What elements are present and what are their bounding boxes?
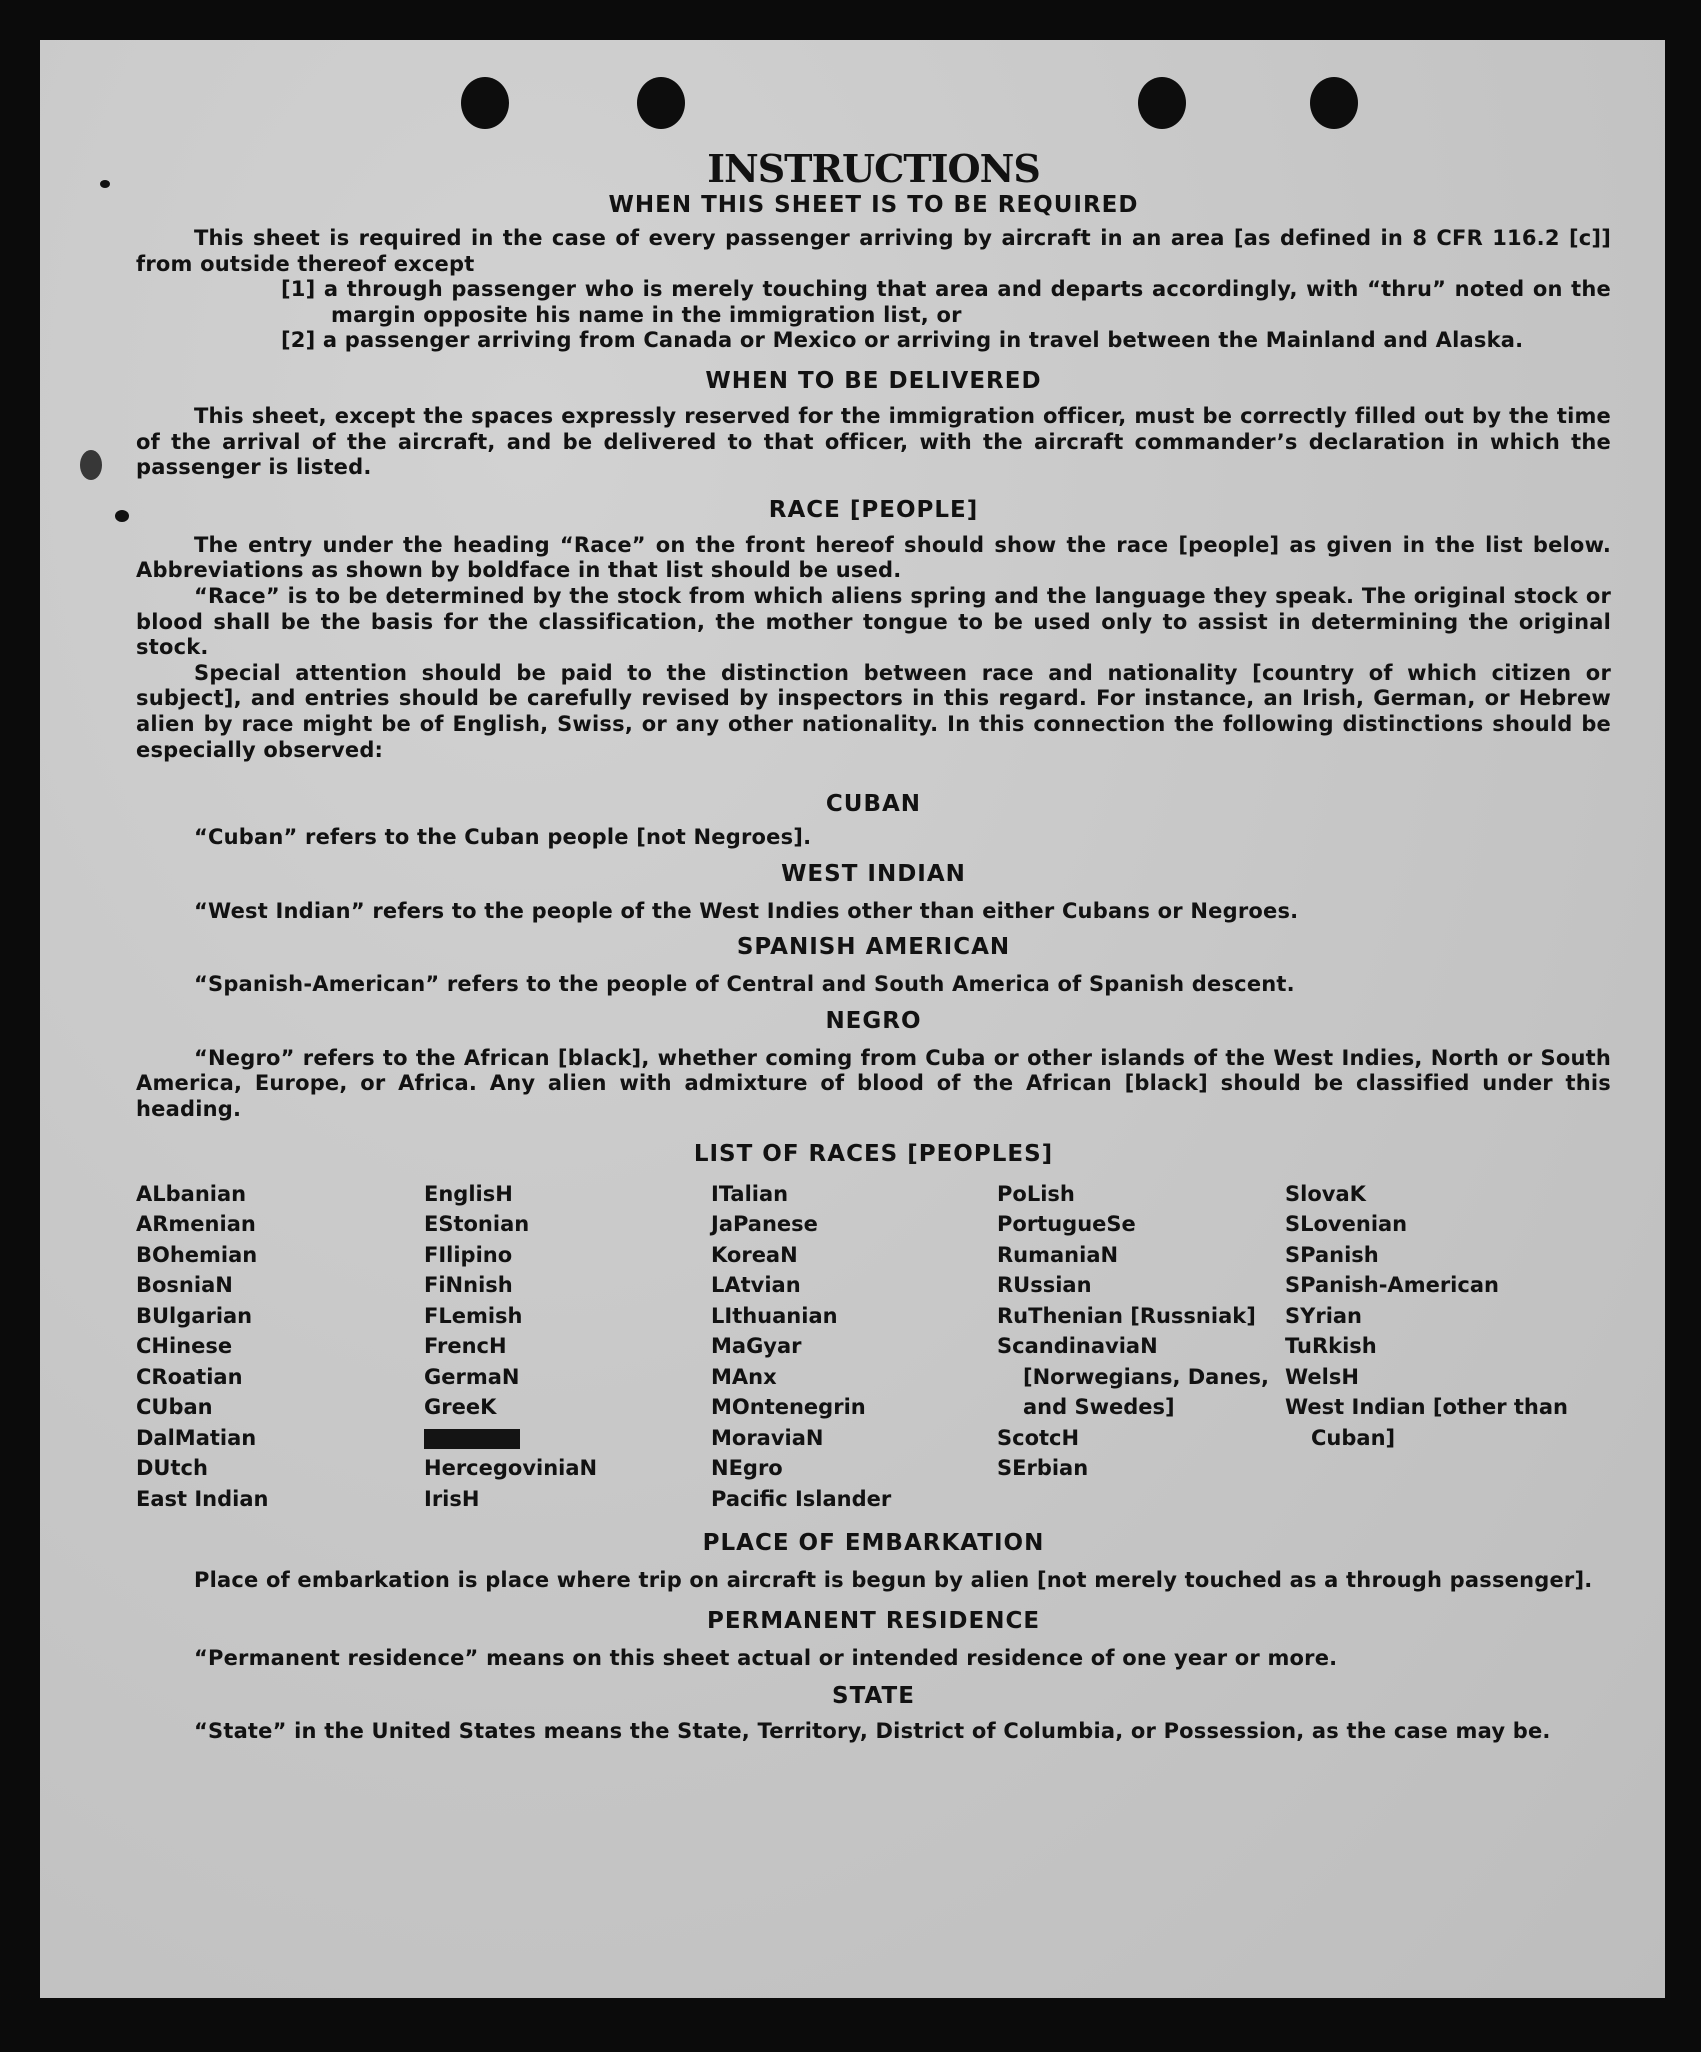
race-item: ScandinaviaN [Norwegians, Danes, and Swedes] bbox=[997, 1334, 1270, 1420]
race-item: WelsH bbox=[1285, 1364, 1359, 1389]
race-item: BosniaN bbox=[136, 1273, 233, 1298]
race-item: FLemish bbox=[424, 1303, 523, 1328]
west-indian-text: “West Indian” refers to the people of the West Indies other than either Cubans or Negroes. bbox=[194, 898, 1299, 923]
document-sheet bbox=[40, 40, 1665, 1998]
race-item: SPanish-American bbox=[1285, 1273, 1499, 1298]
race-item: ALbanian bbox=[136, 1181, 247, 1206]
race-item: SLovenian bbox=[1285, 1212, 1408, 1237]
race-item: MaGyar bbox=[711, 1334, 802, 1359]
race-item: CUban bbox=[136, 1395, 213, 1420]
race-item: Pacific Islander bbox=[711, 1486, 892, 1511]
race-item: East Indian bbox=[136, 1486, 269, 1511]
ink-speck bbox=[100, 180, 110, 188]
required-item-2: [2] a passenger arriving from Canada or Mexico or arriving in travel between the Mainland and Alaska. bbox=[281, 328, 1524, 353]
race-item: MAnx bbox=[711, 1364, 777, 1389]
races-column-3 bbox=[711, 1179, 997, 1515]
heading-delivered: WHEN TO BE DELIVERED bbox=[705, 367, 1042, 394]
race-item: SErbian bbox=[997, 1456, 1089, 1481]
race-item: FiNnish bbox=[424, 1273, 513, 1298]
page-title: INSTRUCTIONS bbox=[707, 146, 1040, 191]
heading-cuban: CUBAN bbox=[825, 791, 922, 818]
race-item: LAtvian bbox=[711, 1273, 801, 1298]
race-item: SlovaK bbox=[1285, 1181, 1366, 1206]
punch-hole bbox=[461, 77, 509, 129]
race-item: PortugueSe bbox=[997, 1212, 1136, 1237]
race-item: ARmenian bbox=[136, 1212, 256, 1237]
heading-embarkation: PLACE OF EMBARKATION bbox=[702, 1530, 1045, 1557]
race-item: RumaniaN bbox=[997, 1242, 1119, 1267]
spanish-american-text: “Spanish-American” refers to the people of Central and South America of Spanish descent. bbox=[194, 972, 1295, 997]
race-item: RUssian bbox=[997, 1273, 1092, 1298]
race-paragraph-1: The entry under the heading “Race” on the front hereof should show the race [people] as given in the list below. Abbreviations as shown by boldface in that list should be used. bbox=[136, 532, 1611, 583]
race-item: BUlgarian bbox=[136, 1303, 253, 1328]
race-item: NEgro bbox=[711, 1456, 783, 1481]
race-item: FrencH bbox=[424, 1334, 507, 1359]
race-item-redacted bbox=[424, 1423, 711, 1454]
state-text: “State” in the United States means the State, Territory, District of Columbia, or Possession, as the case may be. bbox=[194, 1719, 1551, 1744]
race-item: BOhemian bbox=[136, 1242, 258, 1267]
races-column-5 bbox=[1285, 1179, 1585, 1515]
required-item-1: [1] a through passenger who is merely touching that area and departs accordingly, with “thru” noted on the margin opposite his name in the immigration list, or bbox=[281, 277, 1611, 327]
races-list bbox=[136, 1179, 1611, 1515]
race-item: GermaN bbox=[424, 1364, 520, 1389]
race-item: EnglisH bbox=[424, 1181, 513, 1206]
race-paragraph-3: Special attention should be paid to the distinction between race and nationality [country of which citizen or subject], and entries should be carefully revised by inspectors in this regard. For instance, an Irish, German, or Hebrew alien by race might be of English, Swiss, or any other nationality. In this connection the following distinctions should be especially observed: bbox=[136, 660, 1611, 762]
races-column-1 bbox=[136, 1179, 424, 1515]
race-item: KoreaN bbox=[711, 1242, 798, 1267]
punch-hole bbox=[1138, 77, 1186, 129]
race-item: ITalian bbox=[711, 1181, 789, 1206]
embarkation-text: Place of embarkation is place where trip on aircraft is begun by alien [not merely touched as a through passenger]. bbox=[194, 1568, 1593, 1593]
race-item: LIthuanian bbox=[711, 1303, 838, 1328]
heading-negro: NEGRO bbox=[825, 1007, 922, 1034]
ink-speck bbox=[80, 450, 102, 480]
negro-text: “Negro” refers to the African [black], whether coming from Cuba or other islands of the West Indies, North or South America, Europe, or Africa. Any alien with admixture of blood of the African [black] should be classified under this heading. bbox=[136, 1045, 1611, 1122]
race-item: DalMatian bbox=[136, 1425, 257, 1450]
race-item: EStonian bbox=[424, 1212, 530, 1237]
race-item: JaPanese bbox=[711, 1212, 818, 1237]
heading-permanent-residence: PERMANENT RESIDENCE bbox=[706, 1607, 1041, 1634]
required-intro: This sheet is required in the case of every passenger arriving by aircraft in an area [as defined in 8 CFR 116.2 [c]] from outside thereof except bbox=[136, 226, 1611, 276]
race-item: ScotcH bbox=[997, 1425, 1080, 1450]
race-item: MOntenegrin bbox=[711, 1395, 866, 1420]
race-item: SPanish bbox=[1285, 1242, 1379, 1267]
race-item: SYrian bbox=[1285, 1303, 1363, 1328]
cuban-text: “Cuban” refers to the Cuban people [not Negroes]. bbox=[194, 825, 812, 850]
race-item: DUtch bbox=[136, 1456, 208, 1481]
race-item: HercegoviniaN bbox=[424, 1456, 598, 1481]
punch-hole bbox=[637, 77, 685, 129]
race-item: CRoatian bbox=[136, 1364, 243, 1389]
race-item: PoLish bbox=[997, 1181, 1075, 1206]
race-item: MoraviaN bbox=[711, 1425, 824, 1450]
heading-required: WHEN THIS SHEET IS TO BE REQUIRED bbox=[608, 192, 1139, 218]
races-column-2 bbox=[424, 1179, 711, 1515]
delivered-text: This sheet, except the spaces expressly reserved for the immigration officer, must be correctly filled out by the time of the arrival of the aircraft, and be delivered to that officer, with the aircraft commander’s declaration in which the passenger is listed. bbox=[136, 403, 1611, 480]
race-item: FIlipino bbox=[424, 1242, 513, 1267]
redaction-bar bbox=[424, 1429, 520, 1449]
heading-west-indian: WEST INDIAN bbox=[781, 860, 966, 887]
heading-list-of-races: LIST OF RACES [PEOPLES] bbox=[693, 1140, 1054, 1167]
race-item: IrisH bbox=[424, 1486, 480, 1511]
heading-race: RACE [PEOPLE] bbox=[768, 496, 979, 523]
race-item: GreeK bbox=[424, 1395, 497, 1420]
ink-speck bbox=[115, 510, 129, 522]
heading-state: STATE bbox=[832, 1683, 915, 1710]
races-column-4 bbox=[997, 1179, 1285, 1515]
race-item: TuRkish bbox=[1285, 1334, 1377, 1359]
instructions-content bbox=[136, 148, 1611, 1745]
race-item: West Indian [other than Cuban] bbox=[1285, 1395, 1568, 1450]
race-item: RuThenian [Russniak] bbox=[997, 1303, 1256, 1328]
residence-text: “Permanent residence” means on this sheet actual or intended residence of one year or more. bbox=[194, 1645, 1338, 1670]
race-item: CHinese bbox=[136, 1334, 233, 1359]
race-paragraph-2: “Race” is to be determined by the stock from which aliens spring and the language they speak. The original stock or blood shall be the basis for the classification, the mother tongue to be used only to assist in determining the original stock. bbox=[136, 583, 1611, 660]
heading-spanish-american: SPANISH AMERICAN bbox=[736, 934, 1011, 961]
punch-hole bbox=[1310, 77, 1358, 129]
